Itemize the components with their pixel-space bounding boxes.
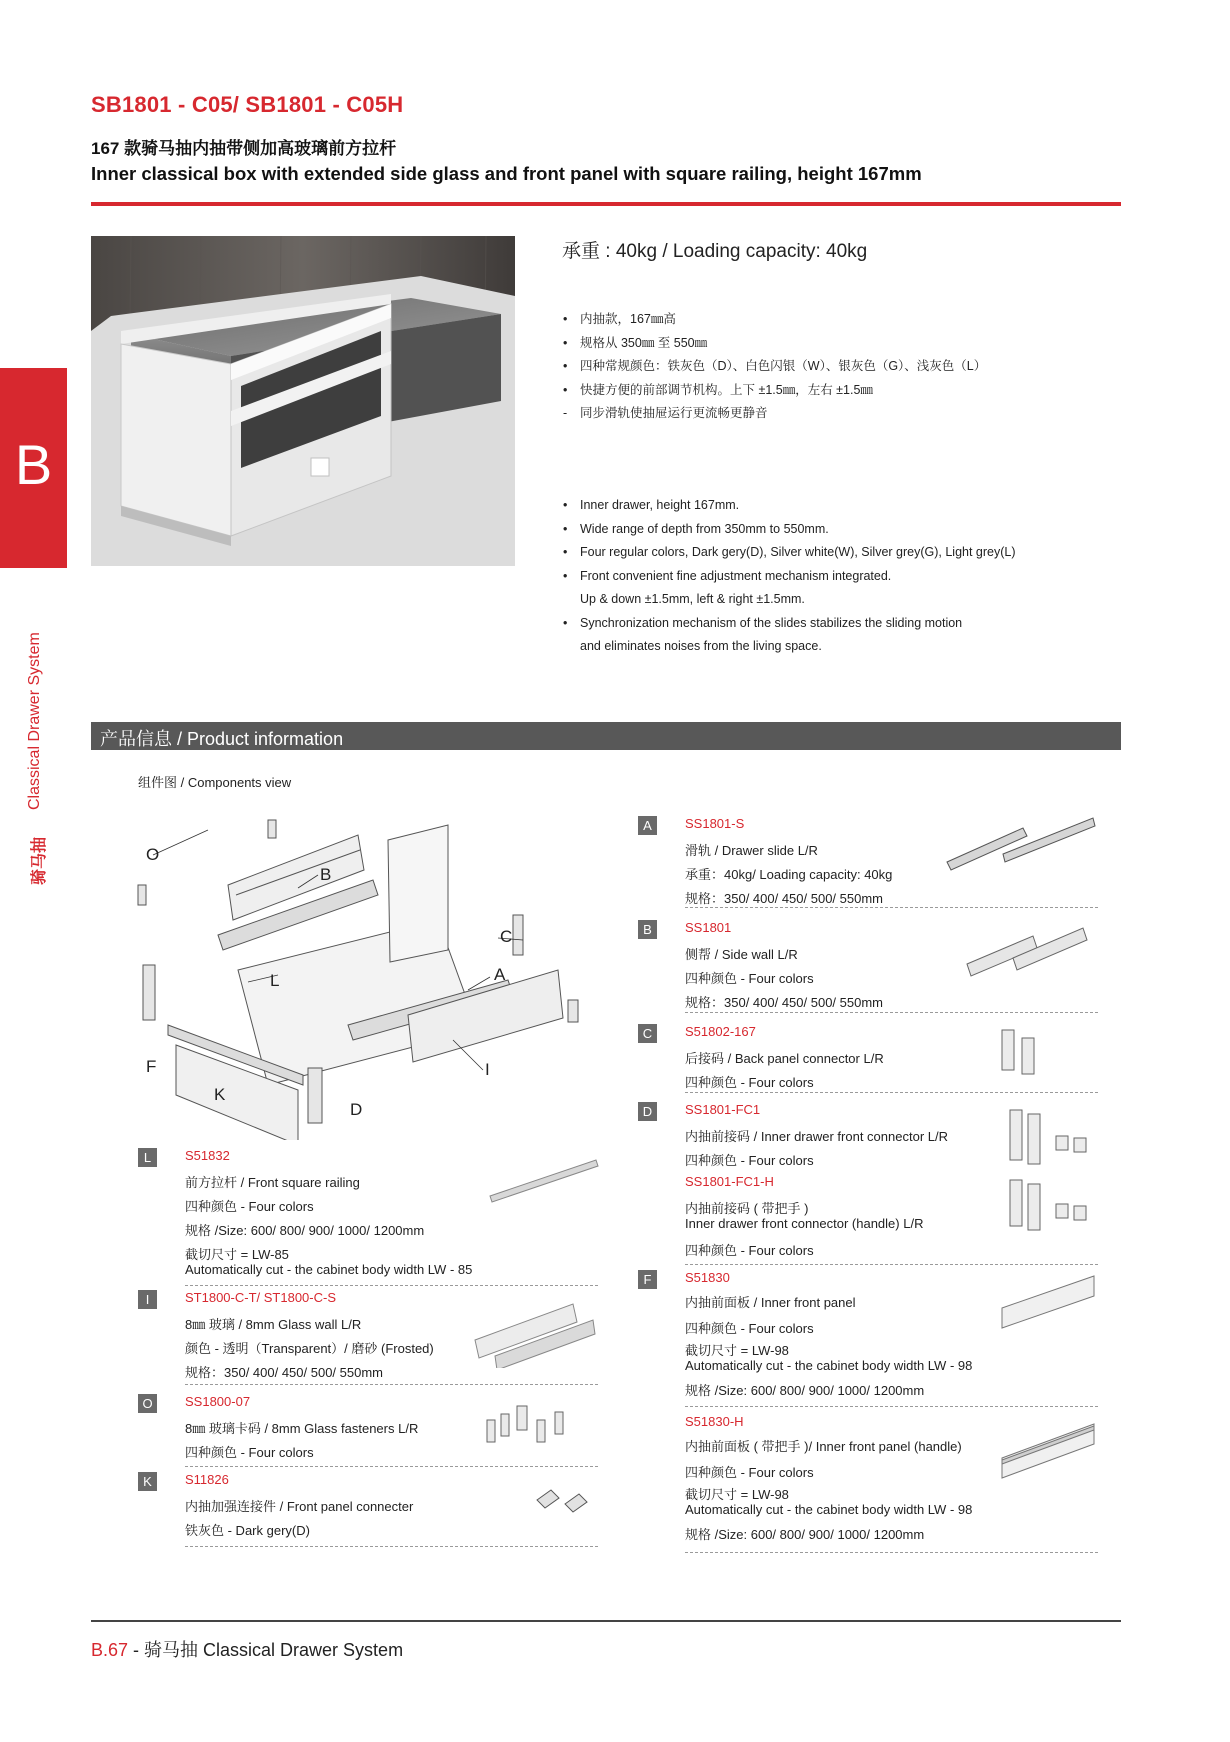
- spec-item: • Wide range of depth from 350mm to 550mm.: [563, 521, 829, 536]
- inner-front-panel-image: [998, 1272, 1098, 1332]
- entry-line: 四种颜色 - Four colors: [185, 1199, 314, 1214]
- entry-line: 截切尺寸 = LW-98: [685, 1343, 789, 1358]
- spec-item: • 四种常规颜色：铁灰色（D）、白色闪银（W）、银灰色（G）、浅灰色（L）: [563, 359, 987, 373]
- entry-line: Inner drawer front connector (handle) L/R: [685, 1216, 924, 1231]
- entry-code: S51830: [685, 1270, 730, 1285]
- glass-fastener-image: [483, 1402, 583, 1452]
- entry-code: ST1800-C-T/ ST1800-C-S: [185, 1290, 336, 1305]
- footer-text: - 骑马抽 Classical Drawer System: [128, 1640, 404, 1660]
- drawer-product-photo: [91, 236, 515, 566]
- spec-item: • 快捷方便的前部调节机构。上下 ±1.5㎜，左右 ±1.5㎜: [563, 382, 873, 397]
- entry-line: 四种颜色 - Four colors: [685, 1465, 814, 1480]
- entry-code: SS1800-07: [185, 1394, 251, 1409]
- entry-badge: A: [638, 816, 657, 835]
- entry-line: 截切尺寸 = LW-85: [185, 1247, 289, 1262]
- entry-badge: D: [638, 1102, 657, 1121]
- entry-k: [138, 1472, 598, 1538]
- entry-line: 滑轨 / Drawer slide L/R: [685, 843, 818, 858]
- entry-f-handle: [638, 1414, 1098, 1544]
- entry-badge: L: [138, 1148, 157, 1167]
- entry-d-handle: [638, 1174, 1098, 1264]
- entry-code: SS1801-S: [685, 816, 745, 831]
- entry-b: [638, 920, 1098, 1010]
- front-railing-image: [488, 1156, 600, 1206]
- entry-line: 内抽前面板 ( 带把手 )/ Inner front panel (handle): [685, 1439, 962, 1454]
- chinese-title: 167 款骑马抽内抽带侧加高玻璃前方拉杆: [91, 139, 397, 158]
- entry-l: [138, 1148, 598, 1278]
- entry-divider: [185, 1466, 598, 1467]
- entry-badge: C: [638, 1024, 657, 1043]
- entry-line: 8㎜ 玻璃卡码 / 8mm Glass fasteners L/R: [185, 1421, 419, 1436]
- entry-badge: B: [638, 920, 657, 939]
- label-B: B: [320, 865, 332, 884]
- label-L: L: [270, 971, 280, 990]
- vertical-title-zh: 骑马抽: [31, 836, 48, 885]
- components-view-label: 组件图 / Components view: [138, 775, 292, 790]
- entry-c: [638, 1024, 1098, 1090]
- spec-item: - 同步滑轨使抽屉运行更流畅更静音: [563, 406, 768, 420]
- entry-d: [638, 1102, 1098, 1168]
- entry-line: 四种颜色 - Four colors: [685, 1153, 814, 1168]
- entry-line: 铁灰色 - Dark gery(D): [185, 1523, 310, 1538]
- vertical-section-title-zh-wrap: [26, 836, 48, 945]
- label-F: F: [146, 1057, 157, 1076]
- entry-line: 内抽前面板 / Inner front panel: [685, 1295, 856, 1310]
- entry-code: S51802-167: [685, 1024, 756, 1039]
- entry-a: [638, 816, 1098, 906]
- entry-line: 规格 /Size: 600/ 800/ 900/ 1000/ 1200mm: [685, 1383, 925, 1398]
- front-connector-handle-image: [1006, 1176, 1096, 1238]
- spec-item: and eliminates noises from the living space.: [580, 639, 822, 653]
- entry-line: 截切尺寸 = LW-98: [685, 1487, 789, 1502]
- entry-line: Automatically cut - the cabinet body width LW - 85: [185, 1262, 473, 1277]
- product-code-title: SB1801 - C05/ SB1801 - C05H: [91, 92, 404, 117]
- entry-line: 四种颜色 - Four colors: [685, 1075, 814, 1090]
- entry-line: 四种颜色 - Four colors: [685, 971, 814, 986]
- entry-line: 内抽加强连接件 / Front panel connecter: [185, 1499, 414, 1514]
- label-A: A: [494, 965, 506, 984]
- entry-line: 8㎜ 玻璃 / 8mm Glass wall L/R: [185, 1317, 362, 1332]
- entry-divider: [685, 1012, 1098, 1013]
- entry-divider: [685, 1406, 1098, 1407]
- drawer-slide-image: [943, 812, 1098, 882]
- entry-divider: [685, 1092, 1098, 1093]
- inner-front-panel-handle-image: [998, 1418, 1098, 1488]
- spec-item: • 内抽款，167㎜高: [563, 312, 676, 326]
- entry-line: 规格 /Size: 600/ 800/ 900/ 1000/ 1200mm: [185, 1223, 425, 1238]
- entry-line: 侧帮 / Side wall L/R: [685, 947, 798, 962]
- product-info-title: 产品信息 / Product information: [100, 729, 344, 749]
- entry-code: SS1801-FC1: [685, 1102, 761, 1117]
- front-connector-image: [1006, 1106, 1096, 1168]
- entry-badge: I: [138, 1290, 157, 1309]
- section-letter: B: [14, 433, 53, 496]
- spec-item: • Synchronization mechanism of the slides stabilizes the sliding motion: [563, 615, 963, 630]
- spec-item: Up & down ±1.5mm, left & right ±1.5mm.: [580, 592, 805, 606]
- header-divider: [91, 202, 1121, 206]
- entry-line: 内抽前接码 ( 带把手 ): [685, 1201, 809, 1216]
- footer-divider: [91, 1620, 1121, 1622]
- specs-chinese: [563, 308, 1120, 426]
- entry-code: S11826: [185, 1472, 229, 1487]
- label-D: D: [350, 1100, 363, 1119]
- label-I: I: [485, 1060, 490, 1079]
- spec-item: • 规格从 350㎜ 至 550㎜: [563, 335, 708, 350]
- entry-line: 规格 /Size: 600/ 800/ 900/ 1000/ 1200mm: [685, 1527, 925, 1542]
- exploded-components-diagram: [128, 800, 648, 1140]
- entry-badge: K: [138, 1472, 157, 1491]
- entry-line: Automatically cut - the cabinet body width LW - 98: [685, 1358, 973, 1373]
- side-wall-image: [963, 924, 1093, 984]
- glass-wall-image: [473, 1298, 598, 1368]
- spec-item: • Front convenient fine adjustment mechanism integrated.: [563, 568, 892, 583]
- entry-code: S51830-H: [685, 1414, 744, 1429]
- label-O: O: [146, 845, 160, 864]
- entry-divider: [185, 1546, 598, 1547]
- back-panel-connector-image: [998, 1024, 1058, 1084]
- entry-code: SS1801: [685, 920, 732, 935]
- english-title: Inner classical box with extended side glass and front panel with square railing, height 167mm: [91, 163, 922, 184]
- entry-line: 四种颜色 - Four colors: [185, 1445, 314, 1460]
- entry-line: 后接码 / Back panel connector L/R: [685, 1051, 884, 1066]
- entry-line: 内抽前接码 / Inner drawer front connector L/R: [685, 1129, 948, 1144]
- entry-line: 承重：40kg/ Loading capacity: 40kg: [685, 867, 893, 882]
- page-footer: [91, 1636, 403, 1662]
- entry-line: 四种颜色 - Four colors: [685, 1321, 814, 1336]
- entry-line: 规格：350/ 400/ 450/ 500/ 550mm: [685, 995, 884, 1010]
- entry-f: [638, 1270, 1098, 1400]
- entry-o: [138, 1394, 598, 1460]
- entry-divider: [685, 1552, 1098, 1553]
- entry-line: 规格：350/ 400/ 450/ 500/ 550mm: [685, 891, 884, 906]
- entry-line: 前方拉杆 / Front square railing: [185, 1175, 360, 1190]
- entry-i: [138, 1290, 598, 1380]
- label-K: K: [214, 1085, 226, 1104]
- page-number: B.67: [91, 1640, 129, 1660]
- vertical-title-en: Classical Drawer System: [26, 632, 43, 810]
- entry-divider: [185, 1285, 598, 1286]
- entry-divider: [685, 1264, 1098, 1265]
- spec-item: • Four regular colors, Dark gery(D), Silver white(W), Silver grey(G), Light grey(L): [563, 545, 1016, 559]
- entry-line: 规格：350/ 400/ 450/ 500/ 550mm: [185, 1365, 384, 1380]
- entry-code: S51832: [185, 1148, 230, 1163]
- entry-line: Automatically cut - the cabinet body width LW - 98: [685, 1502, 973, 1517]
- spec-item: • Inner drawer, height 167mm.: [563, 498, 740, 512]
- specs-english: [563, 494, 1120, 659]
- loading-capacity: 承重 : 40kg / Loading capacity: 40kg: [562, 241, 868, 262]
- entry-code: SS1801-FC1-H: [685, 1174, 774, 1189]
- entry-badge: F: [638, 1270, 657, 1289]
- entry-line: 颜色 - 透明（Transparent）/ 磨砂 (Frosted): [185, 1341, 434, 1356]
- entry-badge: O: [138, 1394, 157, 1413]
- label-C: C: [500, 927, 513, 946]
- panel-connecter-image: [533, 1486, 593, 1516]
- entry-divider: [185, 1384, 598, 1385]
- entry-divider: [685, 907, 1098, 908]
- entry-line: 四种颜色 - Four colors: [685, 1243, 814, 1258]
